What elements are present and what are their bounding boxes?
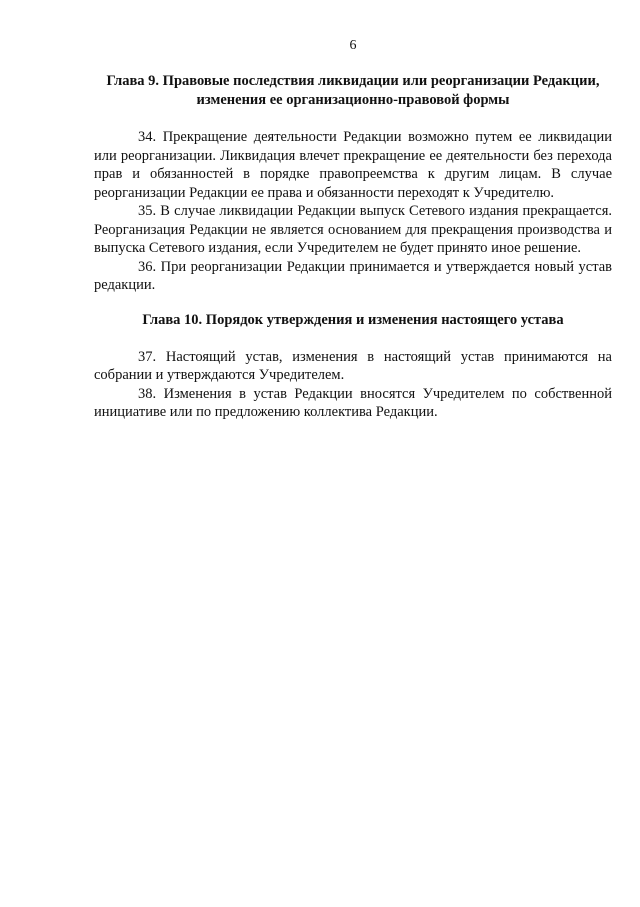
chapter-9-title [94, 72, 612, 110]
page-number: 6 [349, 38, 357, 53]
paragraph-36: 36. При реорганизации Редакции принимается и утверждается новый устав редакции. [94, 258, 612, 293]
chapter-9-title-line-1: Глава 9. Правовые последствия ликвидации или реорганизации Редакции, [106, 73, 600, 89]
chapter-9-title-line-2: изменения ее организационно-правовой формы [196, 92, 510, 108]
paragraph-34: 34. Прекращение деятельности Редакции возможно путем ее ликвидации или реорганизации. Ликвидация влечет прекращение ее деятельности без перехода прав и обязанностей в порядке правопреемства к другим лицам. В случае реорганизации Редакции ее права и обязанности переходят к Учредителю. [94, 129, 612, 201]
chapter-9-body [94, 128, 612, 295]
paragraph-38: 38. Изменения в устав Редакции вносятся Учредителем по собственной инициативе или по предложению коллектива Редакции. [94, 385, 612, 420]
chapter-10-title: Глава 10. Порядок утверждения и изменения настоящего устава [142, 311, 564, 328]
chapter-10-body [94, 348, 612, 422]
paragraph-37: 37. Настоящий устав, изменения в настоящий устав принимаются на собрании и утверждаются Учредителем. [94, 348, 612, 383]
paragraph-35: 35. В случае ликвидации Редакции выпуск Сетевого издания прекращается. Реорганизация Редакции не является основанием для прекращения производства и выпуска Сетевого издания, если Учредителем не будет принято иное решение. [94, 203, 612, 256]
